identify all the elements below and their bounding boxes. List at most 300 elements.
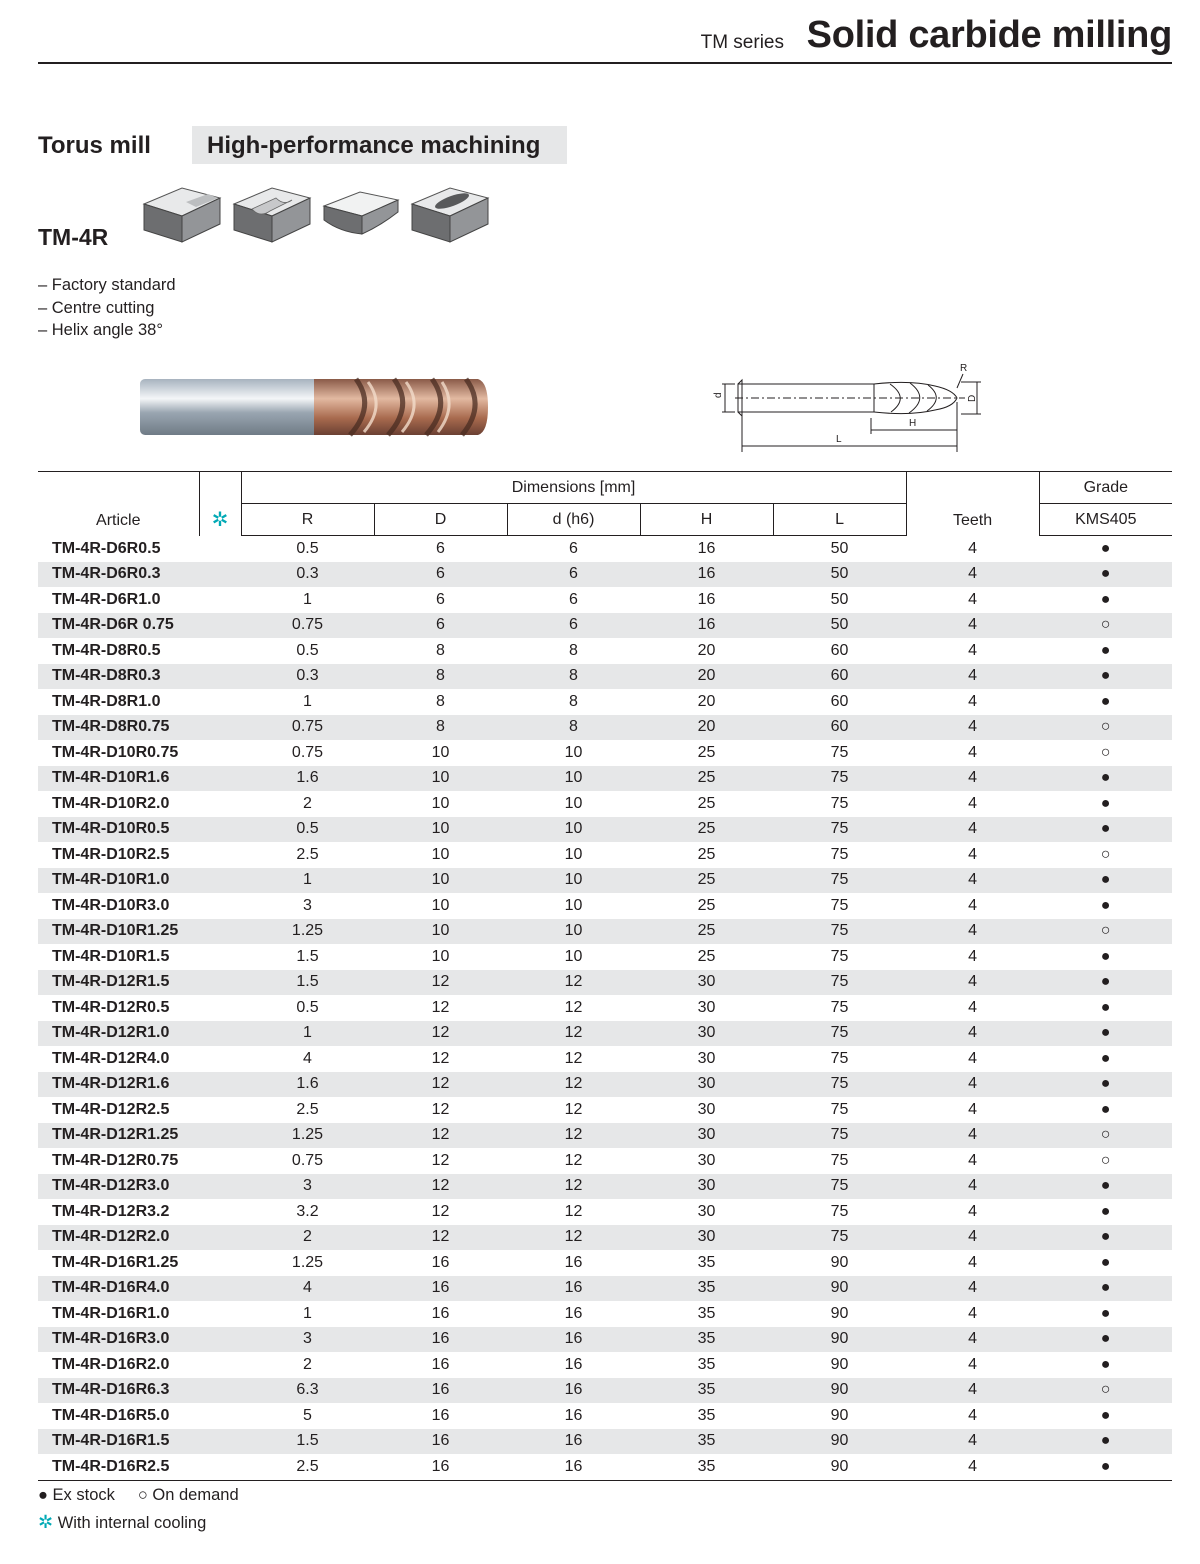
h-cell: 35 (640, 1454, 773, 1480)
h-cell: 16 (697, 590, 716, 608)
d-cell: 10 (374, 817, 507, 843)
table-row (38, 766, 1172, 792)
dh6-cell: 16 (507, 1429, 640, 1455)
page-title: Solid carbide milling (806, 14, 1172, 56)
l-cell: 60 (830, 692, 849, 710)
h-cell: 30 (640, 1225, 773, 1251)
dh6-cell: 10 (564, 896, 583, 914)
dh6-cell: 16 (507, 1327, 640, 1353)
product-tagline: High-performance machining (192, 126, 567, 164)
h-cell: 25 (697, 947, 716, 965)
internal-cooling-icon: ✲ (38, 1512, 54, 1532)
teeth-cell: 4 (968, 947, 977, 965)
r-cell: 0.5 (241, 817, 374, 843)
article-cell: TM-4R-D16R1.25 (52, 1253, 179, 1271)
l-cell: 90 (773, 1327, 906, 1353)
d-cell: 10 (431, 947, 450, 965)
grade-cell: ○ (1039, 613, 1172, 639)
dh6-cell: 12 (564, 1100, 583, 1118)
d-cell: 8 (374, 664, 507, 690)
shoulder-block-icon (144, 188, 220, 242)
l-cell: 75 (773, 1123, 906, 1149)
teeth-cell: 4 (906, 1072, 1039, 1098)
teeth-cell: 4 (968, 845, 977, 863)
r-cell: 3 (303, 896, 312, 914)
col-dh6-header: d (h6) (507, 504, 640, 536)
d-cell: 10 (431, 896, 450, 914)
article-cell: TM-4R-D12R0.5 (52, 998, 170, 1016)
table-row (38, 1276, 1172, 1302)
dh6-cell: 12 (507, 1123, 640, 1149)
table-row (38, 1123, 1172, 1149)
h-cell: 25 (640, 766, 773, 792)
r-cell: 2.5 (241, 1454, 374, 1480)
grade-cell: ● (1039, 1021, 1172, 1047)
grade-cell: ● (1039, 970, 1172, 996)
grade-header: Grade (1039, 472, 1172, 504)
article-cell: TM-4R-D12R1.25 (38, 1123, 199, 1149)
teeth-cell: 4 (906, 1174, 1039, 1200)
r-cell: 1.25 (241, 919, 374, 945)
d-cell: 12 (374, 1072, 507, 1098)
teeth-header: Teeth (906, 472, 1039, 536)
article-cell: TM-4R-D12R1.6 (38, 1072, 199, 1098)
table-row (38, 587, 1172, 613)
table-row (38, 689, 1172, 715)
dh6-cell: 10 (507, 868, 640, 894)
grade-cell: ● (1100, 998, 1111, 1016)
article-cell: TM-4R-D8R0.3 (38, 664, 199, 690)
h-cell: 25 (697, 845, 716, 863)
h-cell: 20 (697, 641, 716, 659)
legend (38, 1482, 239, 1537)
table-row (38, 1327, 1172, 1353)
article-cell: TM-4R-D12R1.5 (38, 970, 199, 996)
d-cell: 12 (374, 1021, 507, 1047)
teeth-cell: 4 (906, 613, 1039, 639)
h-cell: 25 (640, 817, 773, 843)
table-row (38, 1225, 1172, 1251)
r-cell: 4 (303, 1049, 312, 1067)
table-row (38, 1072, 1172, 1098)
l-cell: 60 (773, 664, 906, 690)
d-cell: 16 (374, 1378, 507, 1404)
cooling-cell (199, 842, 241, 868)
teeth-cell: 4 (968, 1151, 977, 1169)
cooling-cell (199, 613, 241, 639)
d-cell: 6 (374, 562, 507, 588)
h-cell: 30 (697, 1100, 716, 1118)
d-cell: 16 (374, 1429, 507, 1455)
dh6-cell: 10 (507, 919, 640, 945)
r-cell: 1.25 (291, 1253, 324, 1271)
h-cell: 35 (697, 1304, 716, 1322)
col-l-header: L (773, 504, 906, 536)
cooling-cell (199, 689, 241, 715)
r-cell: 2 (241, 1225, 374, 1251)
d-cell: 12 (431, 1202, 450, 1220)
l-cell: 75 (773, 1021, 906, 1047)
grade-cell: ● (1100, 794, 1111, 812)
h-cell: 30 (640, 1174, 773, 1200)
cooling-cell (199, 919, 241, 945)
teeth-cell: 4 (906, 1429, 1039, 1455)
cooling-cell (199, 587, 241, 613)
teeth-cell: 4 (968, 1406, 977, 1424)
dh6-cell: 12 (507, 1225, 640, 1251)
cooling-header-icon: ✲ (199, 472, 241, 536)
r-cell: 0.75 (291, 743, 324, 761)
r-cell: 1.6 (241, 1072, 374, 1098)
cooling-cell (199, 1378, 241, 1404)
h-cell: 25 (697, 896, 716, 914)
dh6-cell: 12 (507, 1072, 640, 1098)
d-cell: 16 (431, 1355, 450, 1373)
teeth-cell: 4 (906, 562, 1039, 588)
legend-ex-stock: ● Ex stock (38, 1486, 115, 1504)
profile-block-icon (324, 192, 398, 234)
teeth-cell: 4 (906, 664, 1039, 690)
table-row (38, 1429, 1172, 1455)
h-cell: 30 (697, 1202, 716, 1220)
d-cell: 16 (431, 1304, 450, 1322)
dh6-cell: 10 (564, 794, 583, 812)
h-cell: 25 (697, 743, 716, 761)
col-d-header: D (374, 504, 507, 536)
grade-cell: ● (1039, 1276, 1172, 1302)
article-cell: TM-4R-D10R0.75 (52, 743, 179, 761)
article-cell: TM-4R-D16R1.0 (52, 1304, 170, 1322)
h-cell: 30 (697, 998, 716, 1016)
l-cell: 75 (773, 1225, 906, 1251)
cooling-cell (199, 1403, 241, 1429)
l-cell: 90 (830, 1355, 849, 1373)
table-row (38, 944, 1172, 970)
l-cell: 75 (830, 1151, 849, 1169)
article-cell: TM-4R-D16R2.0 (52, 1355, 170, 1373)
teeth-cell: 4 (968, 590, 977, 608)
grade-cell: ● (1100, 1355, 1111, 1373)
cooling-cell (199, 638, 241, 664)
l-cell: 75 (773, 1174, 906, 1200)
feature-item: – Factory standard (38, 276, 176, 294)
h-cell: 20 (697, 692, 716, 710)
page-header (38, 10, 1172, 64)
r-cell: 0.5 (296, 998, 319, 1016)
dh6-cell: 16 (507, 1378, 640, 1404)
grade-cell: ● (1039, 1327, 1172, 1353)
l-cell: 75 (830, 896, 849, 914)
r-cell: 1.6 (241, 766, 374, 792)
teeth-cell: 4 (906, 919, 1039, 945)
dh6-cell: 16 (507, 1276, 640, 1302)
r-cell: 1.5 (241, 970, 374, 996)
r-cell: 3 (241, 1327, 374, 1353)
h-cell: 35 (697, 1355, 716, 1373)
l-cell: 50 (773, 613, 906, 639)
teeth-cell: 4 (968, 896, 977, 914)
table-row (38, 1199, 1172, 1225)
grade-cell: ● (1100, 1304, 1111, 1322)
article-cell: TM-4R-D16R5.0 (52, 1406, 170, 1424)
h-cell: 35 (640, 1327, 773, 1353)
teeth-cell: 4 (968, 692, 977, 710)
r-cell: 2 (303, 1355, 312, 1373)
l-cell: 90 (830, 1253, 849, 1271)
h-cell: 30 (697, 1049, 716, 1067)
article-cell: TM-4R-D12R3.0 (38, 1174, 199, 1200)
cooling-cell (199, 970, 241, 996)
d-cell: 10 (374, 868, 507, 894)
d-cell: 16 (431, 1406, 450, 1424)
r-cell: 0.75 (241, 715, 374, 741)
r-cell: 1 (241, 868, 374, 894)
l-cell: 90 (773, 1378, 906, 1404)
d-cell: 10 (431, 743, 450, 761)
grade-cell: ● (1039, 1225, 1172, 1251)
r-cell: 1 (303, 692, 312, 710)
dh6-cell: 12 (564, 1202, 583, 1220)
article-cell: TM-4R-D10R2.0 (52, 794, 170, 812)
table-row (38, 791, 1172, 817)
teeth-cell: 4 (906, 1276, 1039, 1302)
dh6-cell: 12 (564, 1049, 583, 1067)
dh6-cell: 6 (569, 590, 578, 608)
dimensions-header: Dimensions [mm] (241, 472, 906, 504)
l-cell: 75 (773, 817, 906, 843)
grade-cell: ● (1039, 664, 1172, 690)
teeth-cell: 4 (906, 1327, 1039, 1353)
l-cell: 75 (830, 1100, 849, 1118)
table-row (38, 1046, 1172, 1072)
d-cell: 6 (436, 539, 445, 557)
cooling-cell (199, 766, 241, 792)
dh6-cell: 10 (564, 845, 583, 863)
grade-cell: ● (1039, 562, 1172, 588)
legend-on-demand: ○ On demand (137, 1486, 239, 1504)
d-cell: 12 (374, 1225, 507, 1251)
teeth-cell: 4 (968, 1049, 977, 1067)
dh6-cell: 16 (564, 1406, 583, 1424)
grade-cell: ● (1100, 590, 1111, 608)
table-row (38, 919, 1172, 945)
table-row (38, 613, 1172, 639)
article-cell: TM-4R-D8R0.5 (52, 641, 161, 659)
h-cell: 16 (640, 562, 773, 588)
teeth-cell: 4 (906, 868, 1039, 894)
cooling-cell (199, 740, 241, 766)
h-cell: 20 (640, 715, 773, 741)
col-r-header: R (241, 504, 374, 536)
article-cell: TM-4R-D12R3.2 (52, 1202, 170, 1220)
grade-cell: ● (1100, 1049, 1111, 1067)
r-cell: 1 (241, 1021, 374, 1047)
h-cell: 16 (697, 539, 716, 557)
teeth-cell: 4 (968, 1100, 977, 1118)
r-cell: 2 (303, 794, 312, 812)
cooling-cell (199, 995, 241, 1021)
l-cell: 75 (830, 1202, 849, 1220)
r-cell: 2.5 (296, 845, 319, 863)
cooling-cell (199, 868, 241, 894)
grade-cell: ● (1100, 1253, 1111, 1271)
cooling-cell (199, 1072, 241, 1098)
grade-cell: ● (1039, 1174, 1172, 1200)
l-cell: 60 (830, 641, 849, 659)
article-header: Article (38, 472, 199, 536)
d-cell: 6 (374, 613, 507, 639)
machining-shapes-icons (140, 186, 495, 246)
dh6-cell: 16 (564, 1304, 583, 1322)
table-row (38, 1301, 1172, 1327)
d-cell: 16 (374, 1327, 507, 1353)
dh6-cell: 10 (507, 766, 640, 792)
teeth-cell: 4 (968, 998, 977, 1016)
table-row (38, 1378, 1172, 1404)
grade-cell: ○ (1039, 1378, 1172, 1404)
table-row (38, 664, 1172, 690)
article-cell: TM-4R-D10R1.5 (52, 947, 170, 965)
cooling-cell (199, 1225, 241, 1251)
label-d-shank: d (713, 392, 724, 398)
table-row (38, 740, 1172, 766)
spec-table (38, 471, 1172, 1481)
r-cell: 0.75 (241, 613, 374, 639)
grade-cell: ● (1100, 1406, 1111, 1424)
d-cell: 10 (374, 919, 507, 945)
dh6-cell: 12 (507, 970, 640, 996)
h-cell: 25 (697, 794, 716, 812)
label-h: H (909, 418, 917, 429)
h-cell: 30 (640, 970, 773, 996)
h-cell: 35 (640, 1276, 773, 1302)
l-cell: 75 (830, 845, 849, 863)
feature-item: – Helix angle 38° (38, 321, 163, 339)
table-row (38, 970, 1172, 996)
cooling-cell (199, 1123, 241, 1149)
grade-cell: ○ (1039, 1123, 1172, 1149)
h-cell: 20 (640, 664, 773, 690)
article-cell: TM-4R-D12R4.0 (52, 1049, 170, 1067)
table-row (38, 842, 1172, 868)
table-row (38, 1250, 1172, 1276)
d-cell: 10 (374, 766, 507, 792)
label-r: R (960, 363, 968, 374)
h-cell: 30 (640, 1021, 773, 1047)
h-cell: 35 (697, 1253, 716, 1271)
grade-cell: ● (1039, 1072, 1172, 1098)
cooling-cell (199, 1276, 241, 1302)
article-cell: TM-4R-D12R1.0 (38, 1021, 199, 1047)
table-row (38, 1403, 1172, 1429)
h-cell: 35 (697, 1406, 716, 1424)
article-cell: TM-4R-D10R1.0 (38, 868, 199, 894)
cooling-cell (199, 1174, 241, 1200)
d-cell: 16 (374, 1276, 507, 1302)
dh6-cell: 8 (569, 692, 578, 710)
cooling-cell (199, 1097, 241, 1123)
dh6-cell: 16 (564, 1253, 583, 1271)
table-row (38, 562, 1172, 588)
grade-cell: ○ (1039, 715, 1172, 741)
h-cell: 25 (640, 919, 773, 945)
label-l: L (836, 434, 842, 445)
teeth-cell: 4 (906, 1378, 1039, 1404)
d-cell: 8 (436, 641, 445, 659)
r-cell: 3 (241, 1174, 374, 1200)
teeth-cell: 4 (906, 1021, 1039, 1047)
dh6-cell: 10 (564, 743, 583, 761)
article-cell: TM-4R-D16R4.0 (38, 1276, 199, 1302)
l-cell: 50 (773, 562, 906, 588)
dh6-cell: 6 (569, 539, 578, 557)
l-cell: 60 (773, 715, 906, 741)
shank (140, 379, 320, 435)
article-cell: TM-4R-D16R3.0 (38, 1327, 199, 1353)
cooling-cell (199, 1250, 241, 1276)
table-row (38, 1352, 1172, 1378)
teeth-cell: 4 (906, 1225, 1039, 1251)
col-h-header: H (640, 504, 773, 536)
table-row (38, 893, 1172, 919)
teeth-cell: 4 (906, 766, 1039, 792)
article-cell: TM-4R-D6R1.0 (52, 590, 161, 608)
teeth-cell: 4 (968, 1253, 977, 1271)
legend-cooling: With internal cooling (57, 1514, 207, 1532)
r-cell: 4 (241, 1276, 374, 1302)
r-cell: 0.75 (291, 1151, 324, 1169)
article-cell: TM-4R-D10R3.0 (52, 896, 170, 914)
slot-block-icon (234, 188, 310, 242)
r-cell: 1 (303, 1304, 312, 1322)
l-cell: 90 (773, 1454, 906, 1480)
label-d-cutter: D (967, 394, 978, 402)
article-cell: TM-4R-D6R0.3 (38, 562, 199, 588)
article-cell: TM-4R-D10R1.25 (38, 919, 199, 945)
feature-list (38, 274, 176, 342)
dh6-cell: 10 (507, 817, 640, 843)
cooling-cell (199, 664, 241, 690)
l-cell: 90 (773, 1276, 906, 1302)
product-model: TM-4R (38, 224, 109, 250)
article-cell: TM-4R-D16R2.5 (38, 1454, 199, 1480)
teeth-cell: 4 (968, 1304, 977, 1322)
h-cell: 30 (697, 1151, 716, 1169)
r-cell: 6.3 (241, 1378, 374, 1404)
spec-table-body (38, 536, 1172, 1481)
teeth-cell: 4 (906, 1123, 1039, 1149)
l-cell: 90 (773, 1429, 906, 1455)
h-cell: 25 (640, 868, 773, 894)
l-cell: 75 (830, 1049, 849, 1067)
teeth-cell: 4 (968, 743, 977, 761)
dh6-cell: 12 (507, 1174, 640, 1200)
grade-cell: ○ (1039, 919, 1172, 945)
d-cell: 12 (374, 1174, 507, 1200)
grade-cell: ● (1039, 868, 1172, 894)
r-cell: 0.5 (296, 641, 319, 659)
cooling-cell (199, 715, 241, 741)
cooling-cell (199, 1429, 241, 1455)
r-cell: 0.5 (296, 539, 319, 557)
teeth-cell: 4 (906, 970, 1039, 996)
r-cell: 3.2 (296, 1202, 319, 1220)
technical-drawing (705, 362, 995, 454)
r-cell: 5 (303, 1406, 312, 1424)
table-row (38, 1021, 1172, 1047)
d-cell: 8 (374, 715, 507, 741)
teeth-cell: 4 (968, 1202, 977, 1220)
